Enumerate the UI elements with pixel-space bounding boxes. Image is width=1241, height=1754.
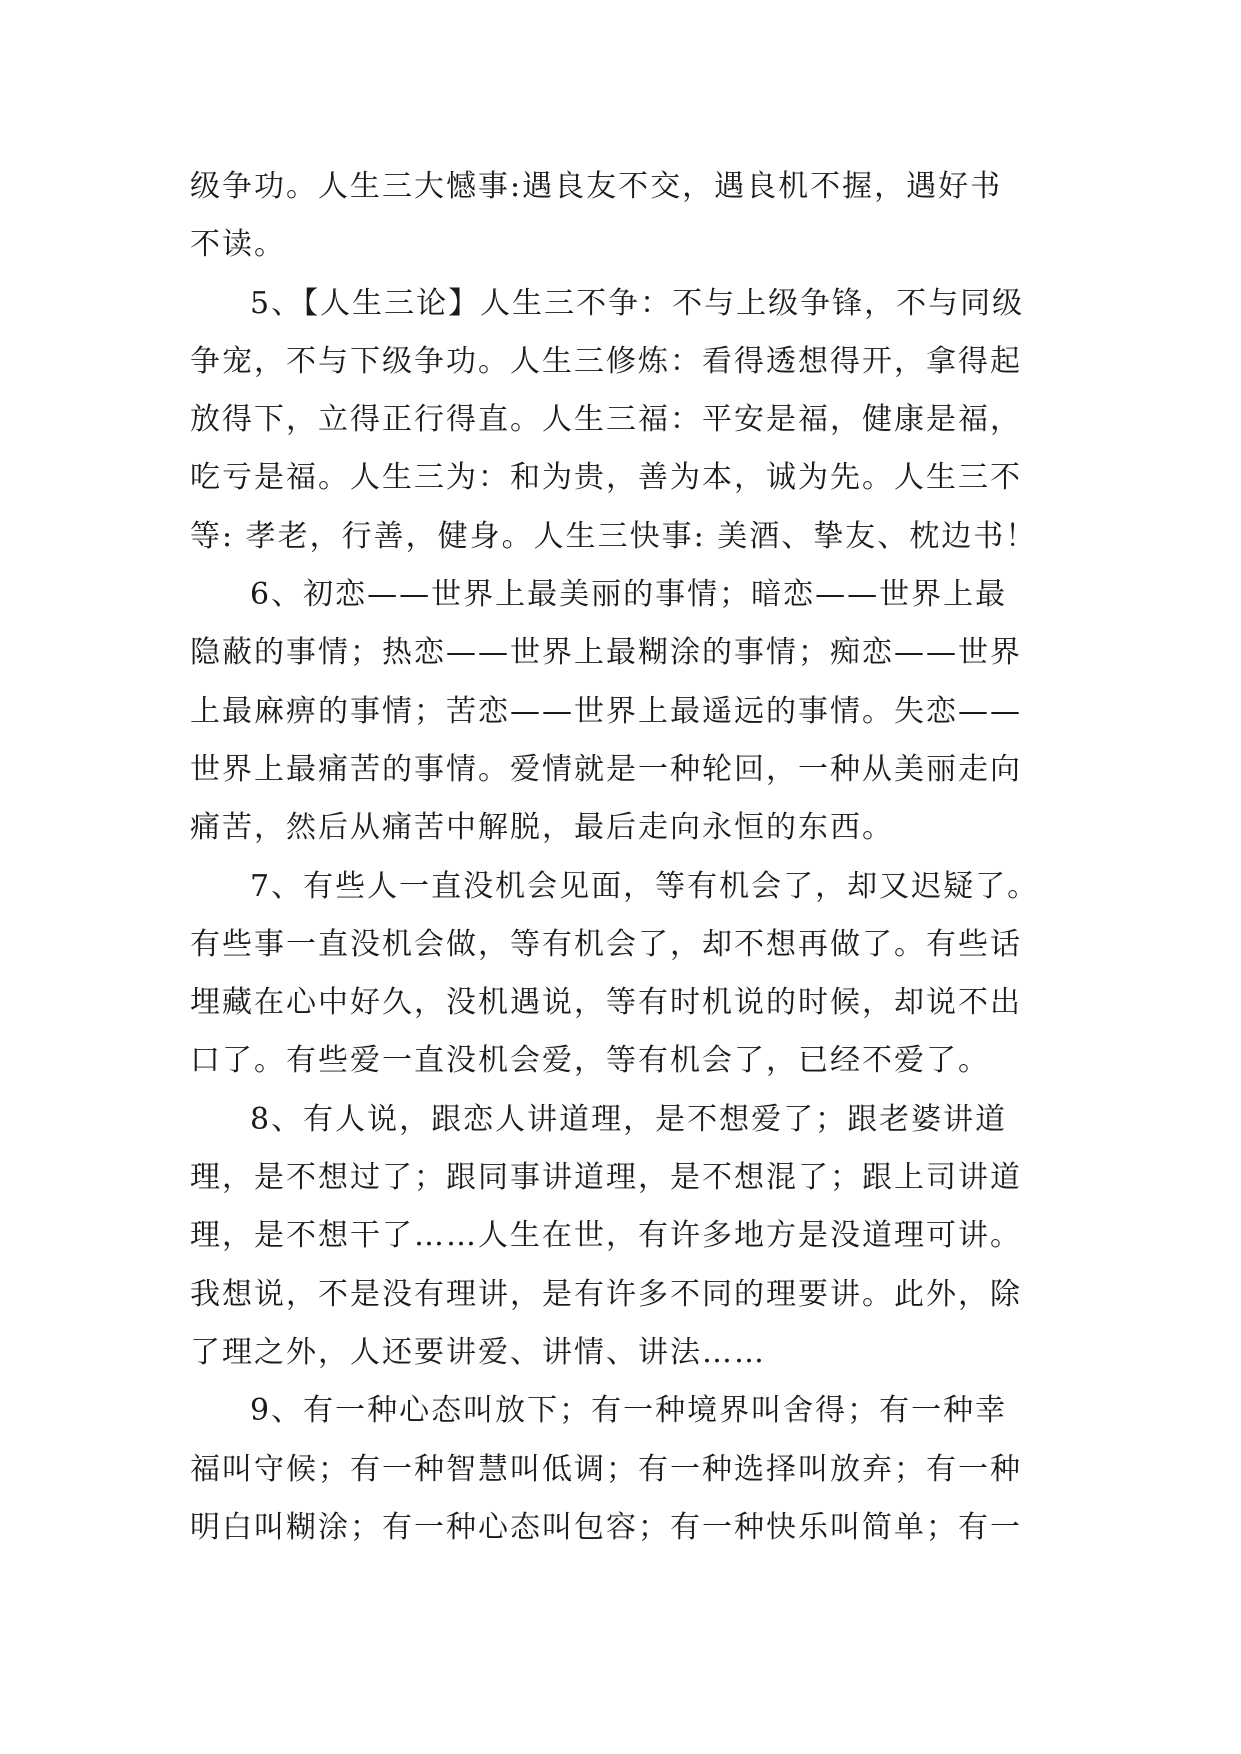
text-line: 6、初恋——世界上最美丽的事情；暗恋——世界上最 <box>250 577 1008 613</box>
text-line: 放得下，立得正行得直。人生三福：平安是福，健康是福， <box>190 402 1022 438</box>
text-line: 世界上最痛苦的事情。爱情就是一种轮回，一种从美丽走向 <box>190 751 1022 787</box>
text-line: 我想说，不是没有理讲，是有许多不同的理要讲。此外，除 <box>190 1276 1022 1312</box>
text-line: 福叫守候；有一种智慧叫低调；有一种选择叫放弃；有一种 <box>190 1451 1022 1487</box>
text-line: 争宠，不与下级争功。人生三修炼：看得透想得开，拿得起 <box>190 343 1022 379</box>
text-line: 理，是不想过了；跟同事讲道理，是不想混了；跟上司讲道 <box>190 1160 1022 1196</box>
text-line: 不读。 <box>190 227 286 263</box>
text-line: 明白叫糊涂；有一种心态叫包容；有一种快乐叫简单；有一 <box>190 1509 1022 1545</box>
text-line: 5、【人生三论】人生三不争：不与上级争锋，不与同级 <box>250 285 1025 321</box>
text-line: 上最麻痹的事情；苦恋——世界上最遥远的事情。失恋—— <box>190 693 1022 729</box>
text-line: 有些事一直没机会做，等有机会了，却不想再做了。有些话 <box>190 926 1022 962</box>
text-line: 了理之外，人还要讲爱、讲情、讲法…… <box>190 1334 766 1370</box>
text-line: 8、有人说，跟恋人讲道理，是不想爱了；跟老婆讲道 <box>250 1101 1008 1137</box>
text-line: 等: 孝老，行善，健身。人生三快事: 美酒、挚友、枕边书！ <box>190 518 1038 554</box>
text-line: 痛苦，然后从痛苦中解脱，最后走向永恒的东西。 <box>190 810 894 846</box>
text-line: 口了。有些爱一直没机会爱，等有机会了，已经不爱了。 <box>190 1043 990 1079</box>
text-line: 吃亏是福。人生三为：和为贵，善为本，诚为先。人生三不 <box>190 460 1022 496</box>
text-line: 9、有一种心态叫放下；有一种境界叫舍得；有一种幸 <box>250 1393 1008 1429</box>
document-body-text <box>190 158 1054 1557</box>
text-line: 7、有些人一直没机会见面，等有机会了，却又迟疑了。 <box>250 868 1040 904</box>
text-line: 级争功。人生三大憾事:遇良友不交，遇良机不握，遇好书 <box>190 169 1003 204</box>
text-line: 隐蔽的事情；热恋——世界上最糊涂的事情；痴恋——世界 <box>190 635 1022 671</box>
text-line: 埋藏在心中好久，没机遇说，等有时机说的时候，却说不出 <box>190 985 1022 1021</box>
text-line: 理，是不想干了……人生在世，有许多地方是没道理可讲。 <box>190 1218 1022 1254</box>
